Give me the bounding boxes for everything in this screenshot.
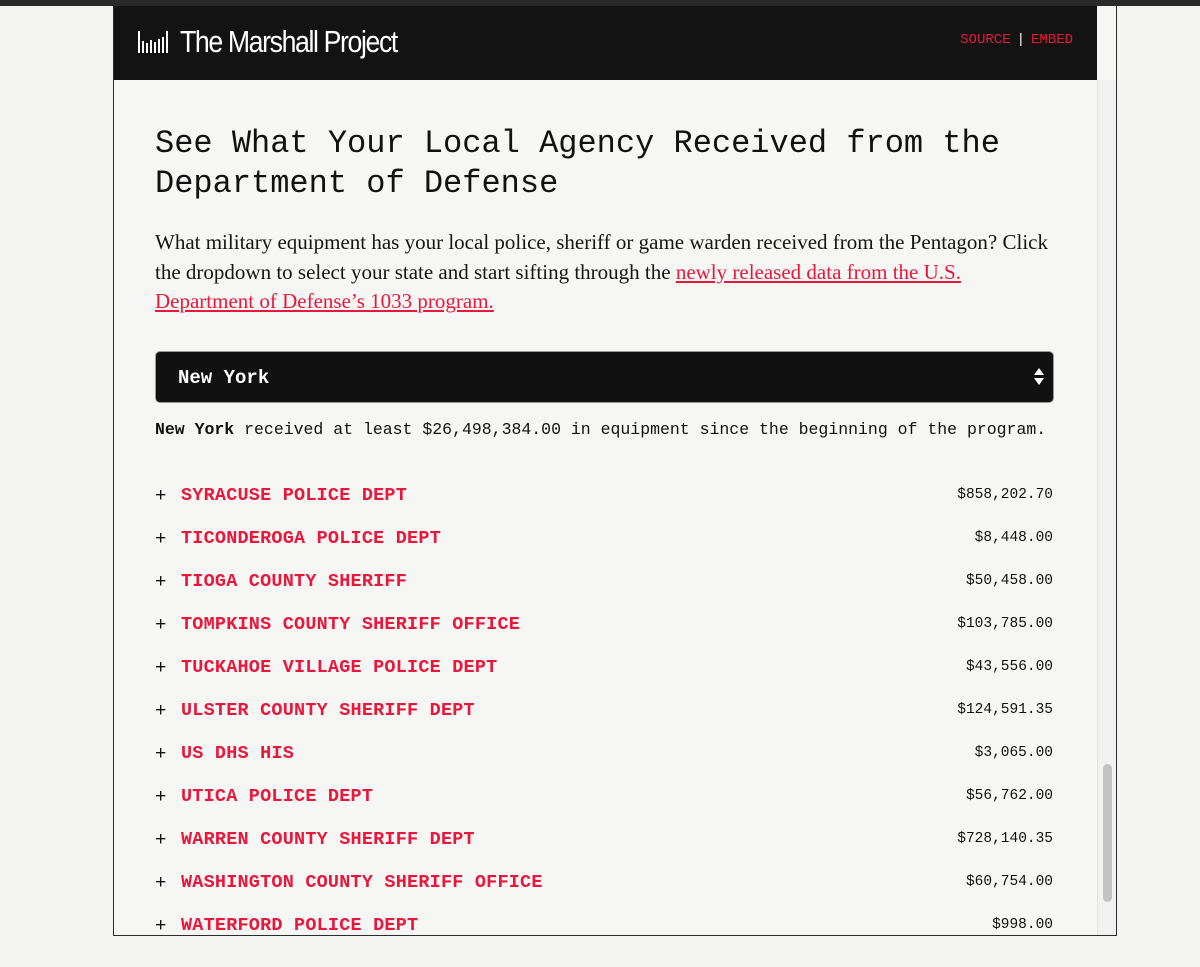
agency-amount: $124,591.35	[957, 702, 1053, 718]
agency-list	[155, 479, 1053, 936]
agency-row[interactable]	[155, 608, 1053, 651]
page-title: See What Your Local Agency Received from the Department of Defense	[155, 125, 1000, 202]
intro-text: What military equipment has your local police, sheriff or game warden received from the Pentagon? Click the dropdown to select your state and start sifting through the	[155, 230, 1048, 284]
agency-name[interactable]: WATERFORD POLICE DEPT	[181, 915, 419, 936]
agency-name[interactable]: WARREN COUNTY SHERIFF DEPT	[181, 829, 475, 850]
expand-plus-icon[interactable]: +	[155, 571, 167, 593]
agency-row[interactable]	[155, 823, 1053, 866]
logo-bars-icon	[138, 31, 170, 53]
agency-amount: $728,140.35	[957, 831, 1053, 847]
expand-plus-icon[interactable]: +	[155, 872, 167, 894]
agency-row[interactable]	[155, 909, 1053, 936]
agency-row[interactable]	[155, 866, 1053, 909]
site-header	[114, 6, 1097, 80]
agency-row[interactable]	[155, 737, 1053, 780]
agency-amount: $858,202.70	[957, 487, 1053, 503]
link-separator: |	[1016, 32, 1025, 48]
agency-name[interactable]: WASHINGTON COUNTY SHERIFF OFFICE	[181, 872, 543, 893]
scrollbar-thumb[interactable]	[1103, 764, 1112, 902]
agency-amount: $998.00	[992, 917, 1053, 933]
agency-amount: $60,754.00	[965, 874, 1053, 890]
agency-row[interactable]	[155, 780, 1053, 823]
expand-plus-icon[interactable]: +	[155, 829, 167, 851]
expand-plus-icon[interactable]: +	[155, 786, 167, 808]
state-select-value: New York	[178, 367, 270, 389]
agency-amount: $43,556.00	[965, 659, 1053, 675]
agency-name[interactable]: TUCKAHOE VILLAGE POLICE DEPT	[181, 657, 498, 678]
agency-amount: $56,762.00	[965, 788, 1053, 804]
agency-row[interactable]	[155, 522, 1053, 565]
intro-paragraph	[155, 228, 1055, 317]
expand-plus-icon[interactable]: +	[155, 528, 167, 550]
agency-row[interactable]	[155, 565, 1053, 608]
expand-plus-icon[interactable]: +	[155, 657, 167, 679]
state-summary	[155, 419, 1075, 441]
agency-row[interactable]	[155, 694, 1053, 737]
summary-amount: $26,498,384.00	[422, 420, 561, 439]
header-links	[960, 32, 1073, 48]
agency-name[interactable]: TIOGA COUNTY SHERIFF	[181, 571, 408, 592]
embed-link[interactable]: EMBED	[1030, 32, 1073, 48]
summary-state: New York	[155, 420, 235, 439]
summary-text-before: received at least	[234, 420, 423, 439]
agency-amount: $103,785.00	[957, 616, 1053, 632]
agency-amount: $3,065.00	[974, 745, 1053, 761]
agency-amount: $50,458.00	[965, 573, 1053, 589]
agency-row[interactable]	[155, 479, 1053, 522]
agency-name[interactable]: TICONDEROGA POLICE DEPT	[181, 528, 441, 549]
logo-text: The Marshall Project	[180, 24, 397, 59]
expand-plus-icon[interactable]: +	[155, 614, 167, 636]
marshall-project-logo[interactable]	[138, 22, 432, 62]
data-source-link[interactable]: newly released data from the U.S. Department of Defense’s 1033 program.	[155, 259, 961, 313]
expand-plus-icon[interactable]: +	[155, 700, 167, 722]
agency-name[interactable]: TOMPKINS COUNTY SHERIFF OFFICE	[181, 614, 521, 635]
expand-plus-icon[interactable]: +	[155, 743, 167, 765]
embed-frame	[113, 6, 1117, 936]
source-link[interactable]: SOURCE	[960, 32, 1011, 48]
agency-name[interactable]: ULSTER COUNTY SHERIFF DEPT	[181, 700, 475, 721]
summary-text-after: in equipment since the beginning of the program.	[560, 420, 1047, 439]
expand-plus-icon[interactable]: +	[155, 915, 167, 936]
state-select[interactable]	[155, 351, 1054, 403]
agency-amount: $8,448.00	[974, 530, 1053, 546]
agency-name[interactable]: SYRACUSE POLICE DEPT	[181, 485, 408, 506]
agency-name[interactable]: UTICA POLICE DEPT	[181, 786, 374, 807]
agency-row[interactable]	[155, 651, 1053, 694]
expand-plus-icon[interactable]: +	[155, 485, 167, 507]
scrollbar-track[interactable]	[1097, 80, 1117, 935]
agency-name[interactable]: US DHS HIS	[181, 743, 295, 764]
select-arrows-icon	[1033, 365, 1045, 389]
